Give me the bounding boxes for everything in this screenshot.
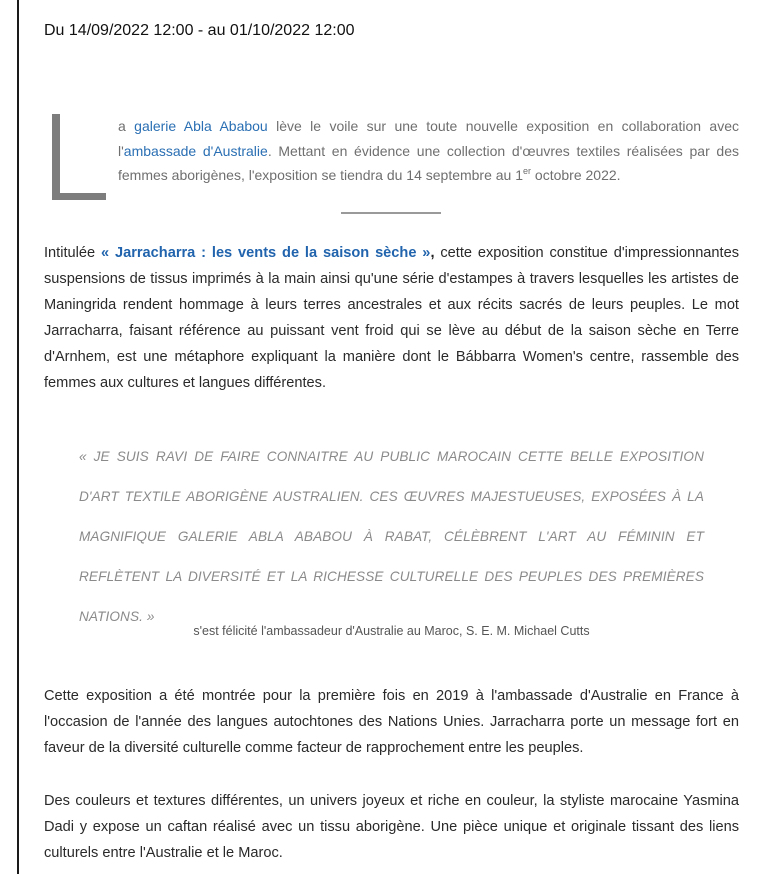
intro-text: . Mettant en évidence une collection d'œuvres textiles réalisées par des femmes aborigènes, l'exposition se tiendra du 14 septembre au 1: [118, 142, 739, 183]
paragraph-body: cette exposition constitue d'impressionnantes suspensions de tissus imprimés à la main ainsi qu'une série d'estampes à travers lesquelles les artistes de Maningrida rendent hommage à leurs terres ancestrales et aux récits sacrés de leurs peuples. Le mot Jarracharra, faisant référence au puissant vent froid qui se lève au début de la saison sèche en Terre d'Arnhem, est une métaphore expliquant la manière dont le Bábbarra Women's centre, rassemble des femmes aux cultures et langues différentes.: [44, 245, 740, 391]
intro-text: a: [118, 118, 135, 134]
blockquote-ambassador: « JE SUIS RAVI DE FAIRE CONNAITRE AU PUBLIC MAROCAIN CETTE BELLE EXPOSITION D'ART TEXTILE ABORIGÈNE AUSTRALIEN. CES ŒUVRES MAJESTUEUSES, EXPOSÉES À LA MAGNIFIQUE GALERIE ABLA ABABOU À RABAT, CÉLÈBRENT L'ART AU FÉMININ ET REFLÈTENT LA DIVERSITÉ ET LA RICHESSE CULTURELLE DES PEUPLES DES PREMIÈRES NATIONS. »: [79, 449, 704, 624]
title-comma: ,: [430, 245, 435, 261]
paragraph-exhibition-description: [44, 240, 739, 396]
intro-text: lève le voile sur une toute nouvelle exposition en collaboration avec l': [118, 118, 739, 159]
galerie-link[interactable]: galerie Abla Ababou: [134, 118, 268, 134]
paragraph-history: Cette exposition a été montrée pour la première fois en 2019 à l'ambassade d'Australie en France à l'occasion de l'année des langues autochtones des Nations Unies. Jarracharra porte un message fort en faveur de la diversité culturelle comme facteur de rapprochement entre les peuples.: [44, 688, 739, 756]
paragraph-caftan: Des couleurs et textures différentes, un univers joyeux et riche en couleur, la styliste marocaine Yasmina Dadi y expose un caftan réalisé avec un tissu aborigène. Une pièce unique et originale tissant des liens culturels entre l'Australie et le Maroc.: [44, 793, 739, 861]
superscript-er: er: [523, 166, 532, 176]
left-border-rule: [17, 0, 19, 874]
intro-text: octobre 2022.: [531, 167, 621, 183]
exhibition-title: « Jarracharra : les vents de la saison sèche »: [100, 245, 431, 261]
dropcap-letter: [52, 114, 106, 200]
intro-paragraph: [118, 114, 739, 188]
event-date-range: Du 14/09/2022 12:00 - au 01/10/2022 12:00: [44, 22, 355, 39]
quote-attribution: s'est félicité l'ambassadeur d'Australie au Maroc, S. E. M. Michael Cutts: [193, 624, 590, 638]
ambassade-link[interactable]: ambassade d'Australie: [123, 142, 268, 159]
paragraph-lead: Intitulée: [44, 245, 101, 261]
section-divider: [341, 212, 441, 214]
